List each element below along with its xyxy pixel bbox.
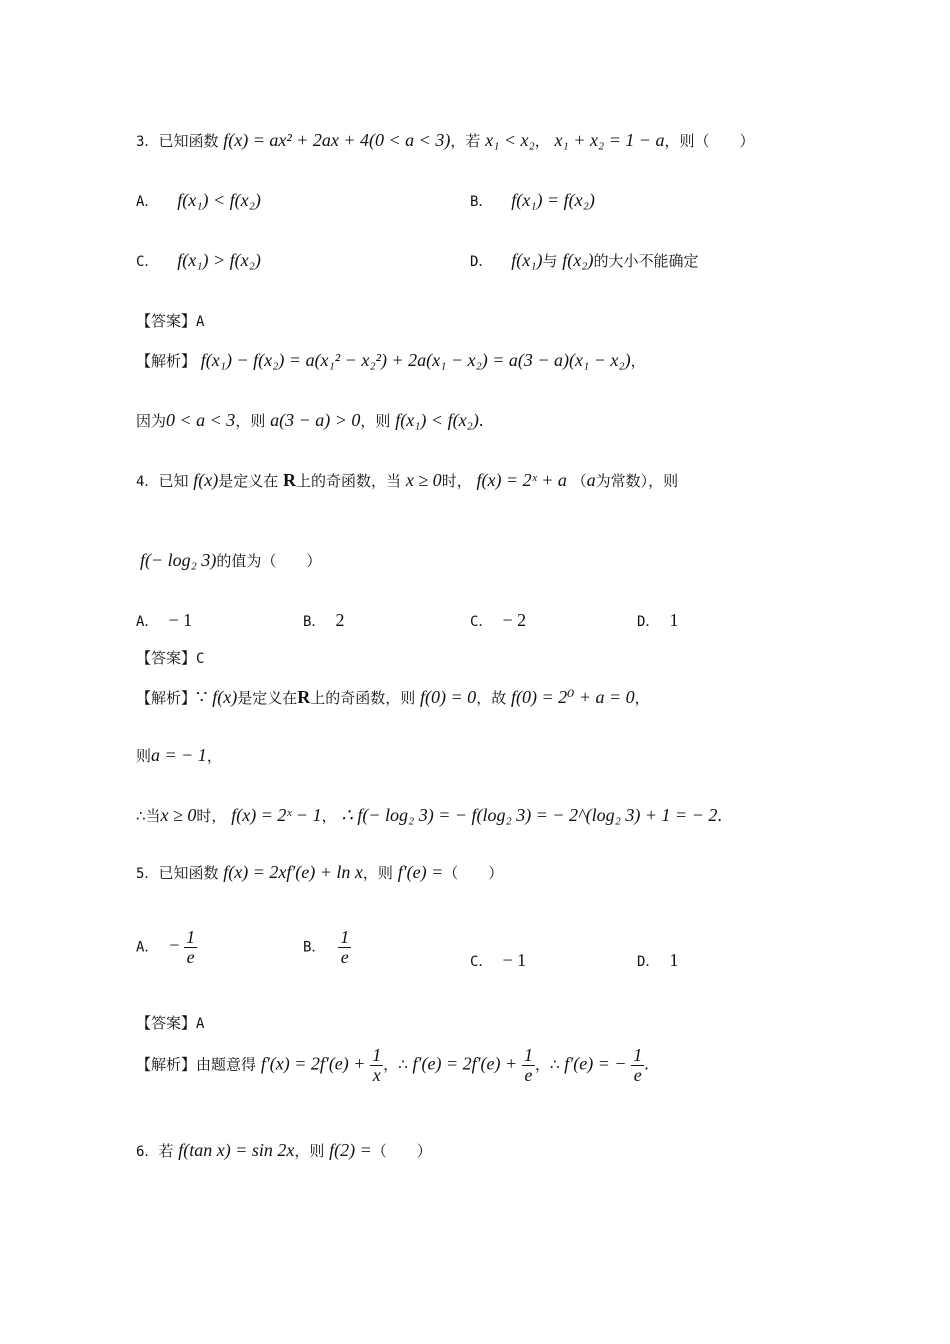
q5-option-a: A． − $\frac{1}{e}$ <box>136 927 196 967</box>
q3-condition-2: x₁ + x₂ = 1 − a <box>554 130 665 150</box>
q4-option-b: B． 2 <box>303 610 345 630</box>
q5-option-b: B． $\frac{1}{e}$ <box>303 927 350 967</box>
answer-tag: 【答案】 <box>136 1014 197 1032</box>
analysis-tag: 【解析】 <box>136 1055 197 1074</box>
analysis-tag: 【解析】 <box>136 689 197 707</box>
q3-option-d: D． f(x₁)与 f(x₂)的大小不能确定 <box>470 250 699 270</box>
q5-option-c: C． − 1 <box>470 950 527 970</box>
q5-answer <box>136 1012 204 1033</box>
answer-value: C <box>196 651 205 667</box>
q5-stem: 5．已知函数 f(x) = 2xf′(e) + ln x，则 f′(e) =（ ） <box>136 862 504 882</box>
q4-analysis-line-1: 【解析】∵ f(x)是定义在R上的奇函数，则 f(0) = 0，故 f(0) = 2⁰ + a = 0， <box>136 687 650 707</box>
answer-tag: 【答案】 <box>136 312 197 330</box>
q5-option-d: D． 1 <box>637 950 679 970</box>
fraction: $\frac{1}{e}$ <box>523 1045 533 1085</box>
q4-analysis-line-2: 则a = − 1， <box>136 745 222 765</box>
q4-stem-line-2: f(− log₂ 3)的值为（ ） <box>140 550 322 570</box>
q5-number: 5． <box>136 866 159 882</box>
q3-option-a: A． f(x₁) < f(x₂) <box>136 190 261 210</box>
q4-stem: 4．已知 f(x)是定义在 R上的奇函数，当 x ≥ 0时， f(x) = 2ˣ + a （a为常数），则 <box>136 470 679 490</box>
q4-option-c: C． − 2 <box>470 610 527 630</box>
q3-answer <box>136 310 204 331</box>
q3-stem: 3．已知函数 f(x) = ax² + 2ax + 4(0 < a < 3)，若 x₁ < x₂， x₁ + x₂ = 1 − a，则（ ） <box>136 130 755 150</box>
answer-tag: 【答案】 <box>136 649 197 667</box>
q4-option-d: D． 1 <box>637 610 679 630</box>
answer-value: A <box>196 314 205 330</box>
q3-analysis-line-1: 【解析】 f(x₁) − f(x₂) = a(x₁² − x₂²) + 2a(x₁ − x₂) = a(3 − a)(x₁ − x₂)， <box>136 350 646 370</box>
q5-analysis: 【解析】由题意得 f′(x) = 2f′(e) + $\frac{1}{x}$ ，∴ f′(e) = 2f′(e) + $\frac{1}{e}$ ，∴ f′(e) = − $\frac{1}{e}$ . <box>136 1045 649 1085</box>
fraction: $\frac{1}{e}$ <box>186 927 196 967</box>
q3-option-b: B． f(x₁) = f(x₂) <box>470 190 595 210</box>
fraction: $\frac{1}{x}$ <box>372 1045 382 1085</box>
answer-value: A <box>196 1016 205 1032</box>
q6-number: 6． <box>136 1144 159 1160</box>
fraction: $\frac{1}{e}$ <box>340 927 350 967</box>
q4-number: 4． <box>136 474 159 490</box>
analysis-tag: 【解析】 <box>136 352 197 370</box>
q3-option-c: C． f(x₁) > f(x₂) <box>136 250 261 270</box>
q3-function: f(x) = ax² + 2ax + 4(0 < a < 3) <box>223 130 451 150</box>
q3-analysis-line-2: 因为0 < a < 3，则 a(3 − a) > 0，则 f(x₁) < f(x₂). <box>136 410 484 430</box>
q3-number: 3． <box>136 134 159 150</box>
q4-analysis-line-3: ∴当x ≥ 0时， f(x) = 2ˣ − 1， ∴ f(− log₂ 3) = − f(log₂ 3) = − 2^(log₂ 3) + 1 = − 2. <box>136 805 722 825</box>
q3-condition-1: x₁ < x₂ <box>485 130 535 150</box>
q4-answer <box>136 647 204 668</box>
q4-option-a: A． − 1 <box>136 610 193 630</box>
q6-stem: 6．若 f(tan x) = sin 2x，则 f(2) =（ ） <box>136 1140 432 1160</box>
fraction: $\frac{1}{e}$ <box>633 1045 643 1085</box>
